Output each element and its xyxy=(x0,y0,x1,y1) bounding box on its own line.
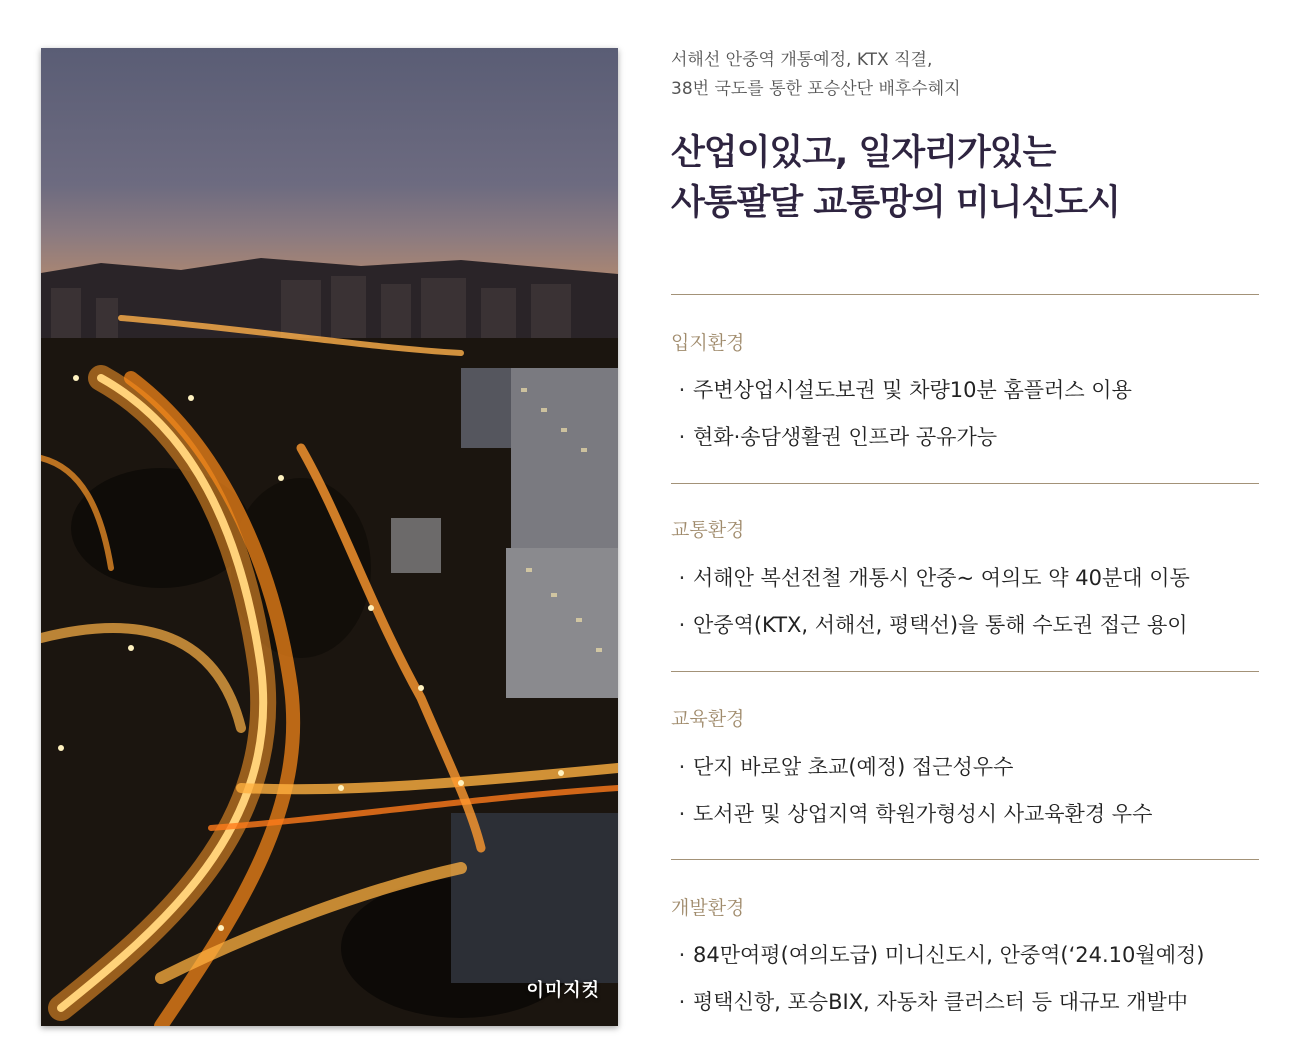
list-item xyxy=(671,562,1190,592)
bullet-dot: · xyxy=(678,425,686,449)
list-item xyxy=(671,751,1013,781)
headline xyxy=(671,128,1120,228)
list-item xyxy=(671,374,1132,404)
list-item-text: 서해안 복선전철 개통시 안중~ 여의도 약 40분대 이동 xyxy=(693,566,1190,590)
bullet-dot: · xyxy=(678,990,686,1014)
list-item-text: 현화·송담생활권 인프라 공유가능 xyxy=(693,425,998,449)
section-title-transport: 교통환경 xyxy=(671,519,745,541)
bullet-dot: · xyxy=(678,755,686,779)
intro-text xyxy=(671,46,961,104)
photo-caption: 이미지컷 xyxy=(526,980,600,1001)
bullet-dot: · xyxy=(678,943,686,967)
section-title-development: 개발환경 xyxy=(671,897,745,919)
section-divider xyxy=(671,294,1259,295)
section-divider xyxy=(671,859,1259,860)
list-item-text: 도서관 및 상업지역 학원가형성시 사교육환경 우수 xyxy=(693,802,1153,826)
intro-line-2: 38번 국도를 통한 포승산단 배후수혜지 xyxy=(671,79,961,99)
section-divider xyxy=(671,483,1259,484)
headline-line-1: 산업이있고, 일자리가있는 xyxy=(671,133,1056,173)
headline-line-2: 사통팔달 교통망의 미니신도시 xyxy=(671,183,1120,223)
bullet-dot: · xyxy=(678,566,686,590)
list-item-text: 안중역(KTX, 서해선, 평택선)을 통해 수도권 접근 용이 xyxy=(693,613,1188,637)
list-item xyxy=(671,609,1188,639)
bullet-dot: · xyxy=(678,378,686,402)
section-title-education: 교육환경 xyxy=(671,708,745,730)
list-item-text: 단지 바로앞 초교(예정) 접근성우수 xyxy=(693,755,1014,779)
list-item xyxy=(671,421,997,451)
city-night-illustration xyxy=(41,48,618,1026)
intro-line-1: 서해선 안중역 개통예정, KTX 직결, xyxy=(671,50,933,70)
list-item xyxy=(671,798,1152,828)
list-item xyxy=(671,939,1204,969)
city-night-photo xyxy=(41,48,618,1026)
list-item-text: 평택신항, 포승BIX, 자동차 클러스터 등 대규모 개발中 xyxy=(693,990,1188,1014)
list-item xyxy=(671,986,1188,1016)
bullet-dot: · xyxy=(678,613,686,637)
bullet-dot: · xyxy=(678,802,686,826)
section-title-location: 입지환경 xyxy=(671,332,745,354)
list-item-text: 주변상업시설도보권 및 차량10분 홈플러스 이용 xyxy=(693,378,1132,402)
section-divider xyxy=(671,671,1259,672)
list-item-text: 84만여평(여의도급) 미니신도시, 안중역(‘24.10월예정) xyxy=(693,943,1205,967)
